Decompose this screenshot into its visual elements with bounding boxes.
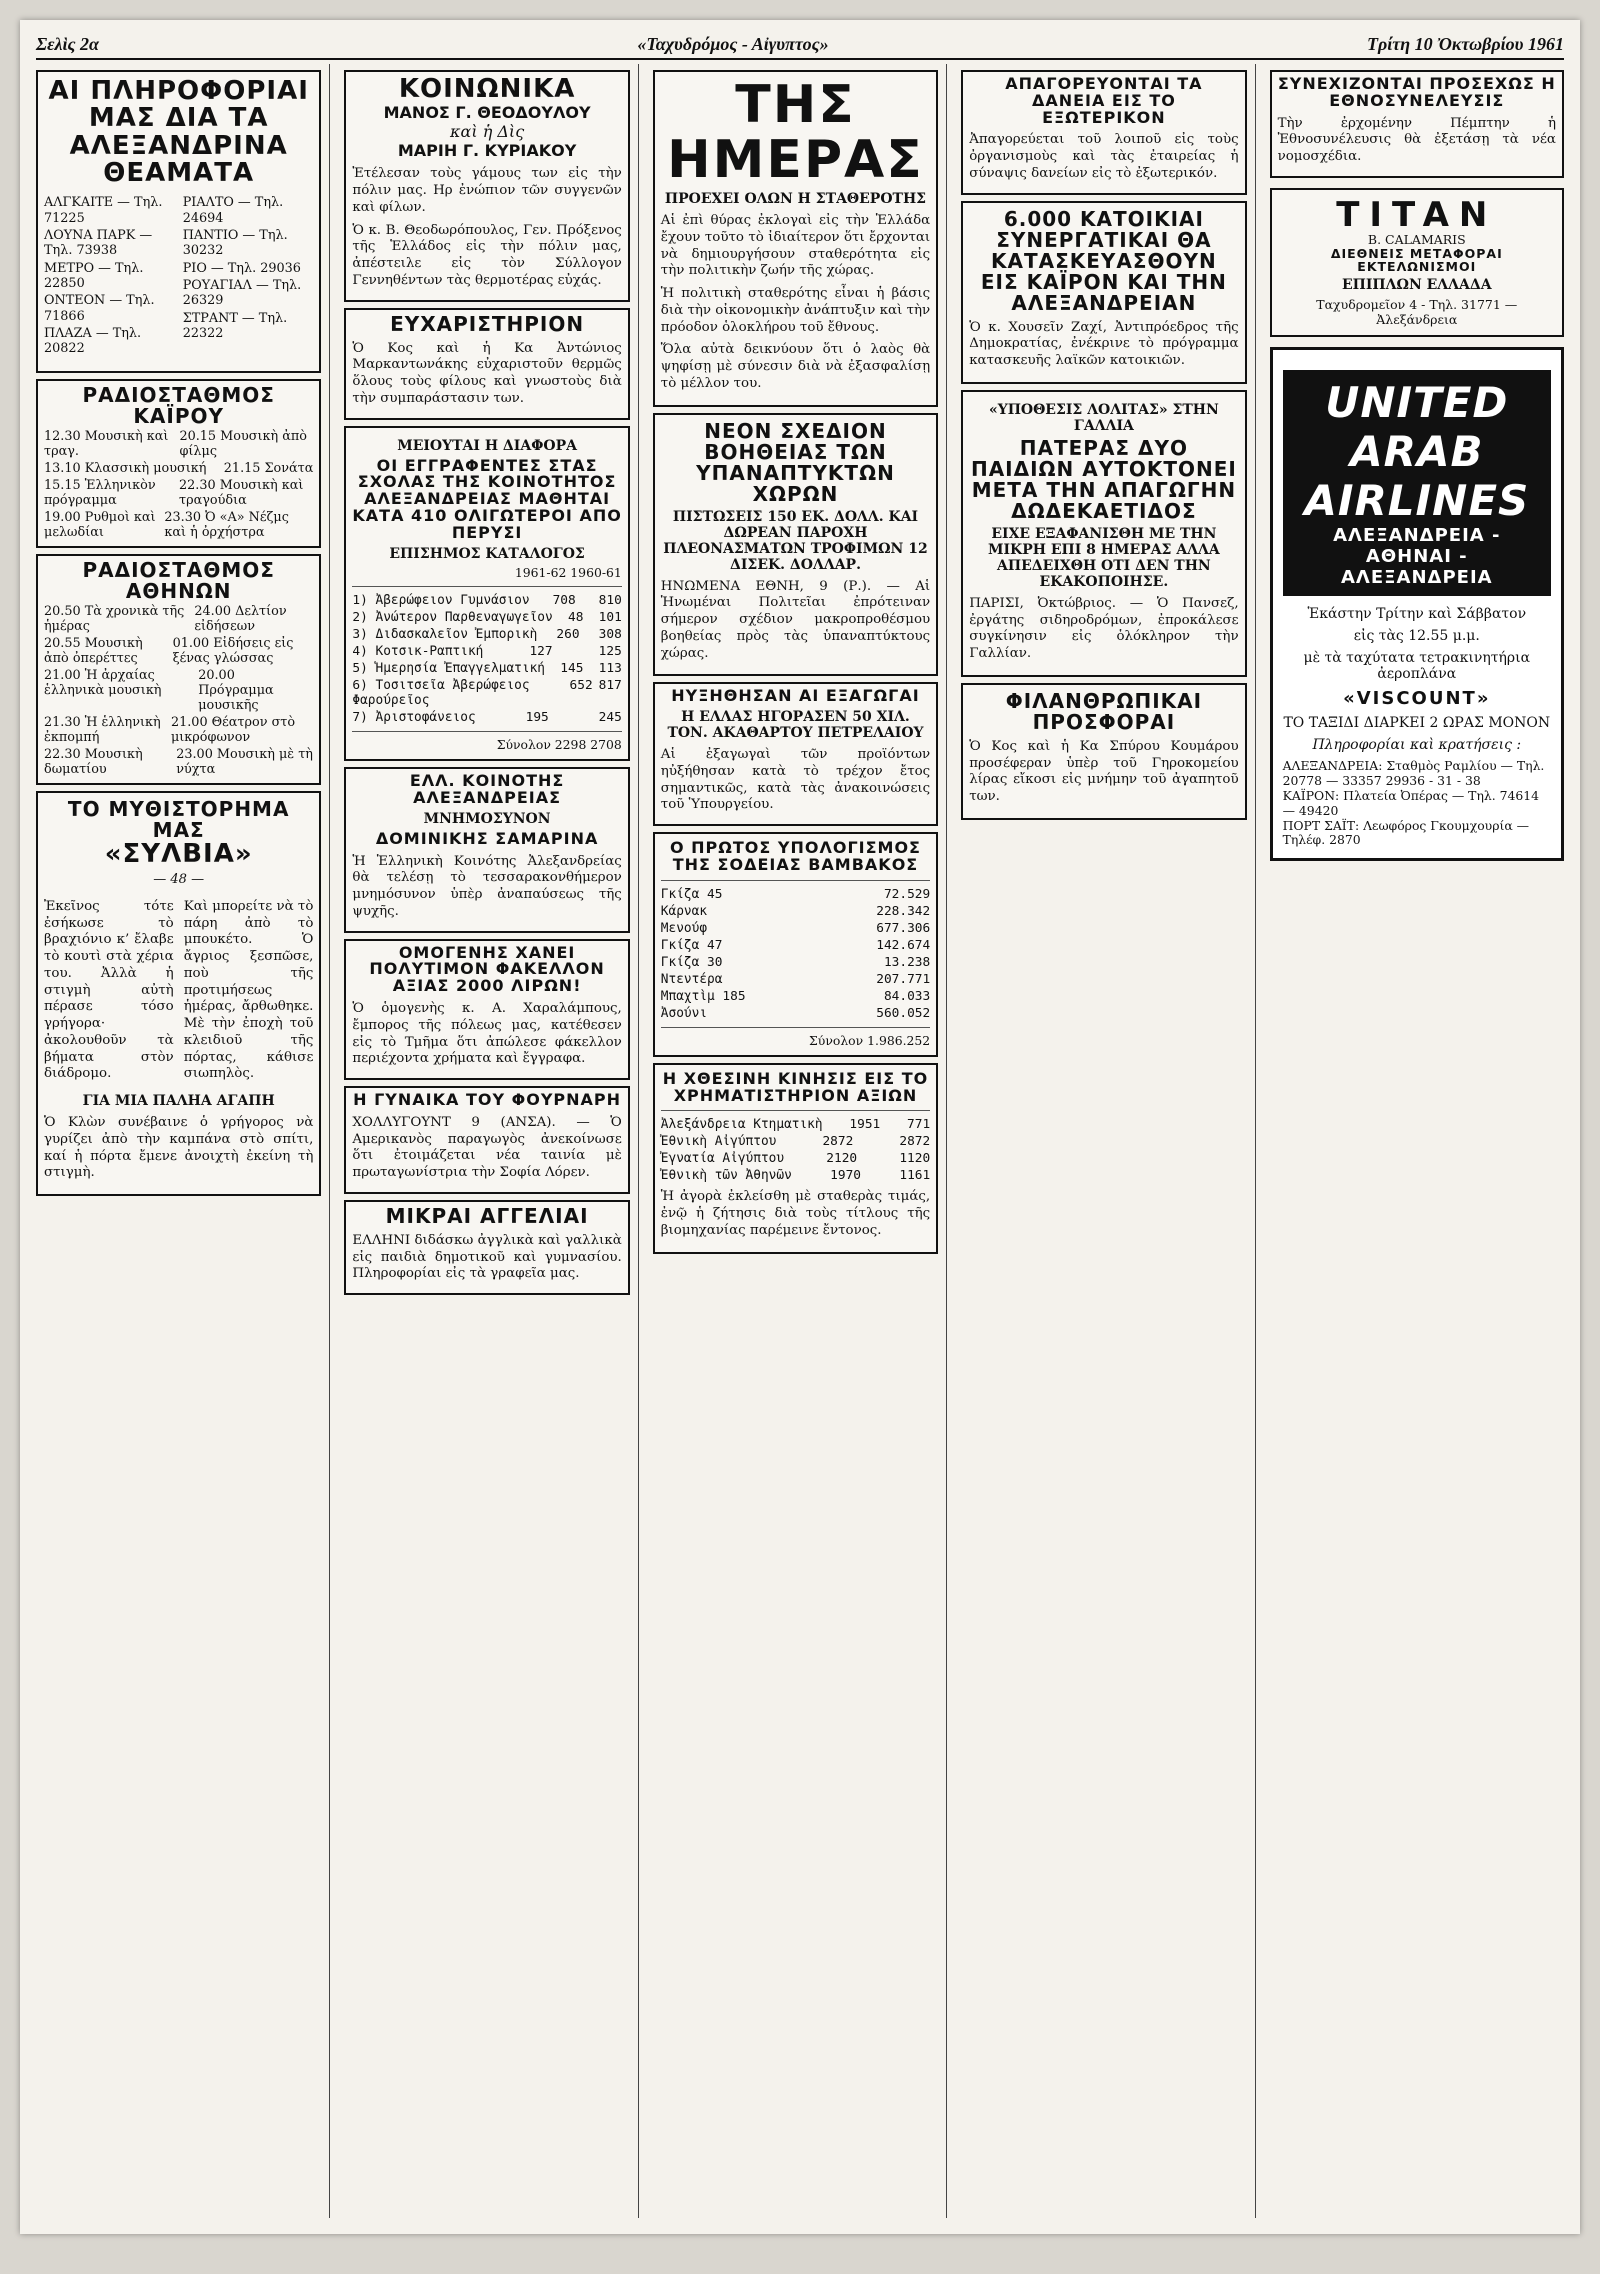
novel-columns [44, 893, 313, 1089]
social-name: ΜΑΡΙΗ Γ. ΚΥΡΙΑΚΟΥ [397, 141, 577, 161]
radio-cairo-left: 15.15 Ἑλληνικὸν πρόγραμμα [44, 477, 156, 508]
radio-athens-left: 21.30 Ἡ ἑλληνικὴ ἐκπομπή [44, 714, 161, 745]
theaters-left [44, 193, 175, 358]
school-row [352, 627, 621, 642]
school-row [352, 593, 621, 608]
cotton-value: 560.052 [876, 1005, 931, 1021]
uaa-days: Ἑκάστην Τρίτην καὶ Σάββατον [1307, 606, 1527, 623]
thanks-text: Ὁ Κος καὶ ἡ Κα Ἀντώνιος Μαρκαντωνάκης εὐχαριστοῦν θερμῶς ὅλους τοὺς φίλους καὶ γνωστοὺς διὰ τὴν συμπαράστασιν των. [352, 340, 622, 406]
cotton-value: 72.529 [883, 886, 931, 902]
housing-title: 6.000 ΚΑΤΟΙΚΙΑΙ ΣΥΝΕΡΓΑΤΙΚΑΙ ΘΑ ΚΑΤΑΣΚΕΥΑΣΘΟΥΝ ΕΙΣ ΚΑΪΡΟΝ ΚΑΙ ΤΗΝ ΑΛΕΞΑΝΔΡΕΙΑΝ [980, 206, 1227, 315]
titan-line: ΕΠΙΠΛΩΝ ΕΛΛΑΔΑ [1341, 277, 1492, 294]
exchange-row [661, 1151, 930, 1166]
school-1961: 195 [525, 710, 549, 726]
theater-item: ΡΙΟ — Τηλ. 29036 [182, 260, 301, 276]
exchange-v2: 2872 [899, 1134, 931, 1150]
school-1961: 127 [529, 644, 553, 660]
exchange-v2: 1161 [899, 1168, 931, 1184]
novel-part: — 48 — [153, 871, 205, 887]
cotton-row [661, 921, 930, 936]
exchange-row [661, 1117, 930, 1132]
theaters-right [183, 193, 314, 358]
cotton-value: 228.342 [876, 903, 931, 919]
cotton-row [661, 904, 930, 919]
theater-item: ΛΟΥΝΑ ΠΑΡΚ — Τηλ. 73938 [44, 227, 153, 259]
theater-item: ΣΤΡΑΝΤ — Τηλ. 22322 [182, 310, 288, 341]
titan-ad [1270, 188, 1564, 337]
uaa-duration: ΤΟ ΤΑΞΙΔΙ ΔΙΑΡΚΕΙ 2 ΩΡΑΣ ΜΟΝΟΝ [1283, 715, 1551, 732]
philanthropy-text: Ὁ Κος καὶ ἡ Κα Σπύρου Κουμάρου προσέφεραν ὑπὲρ τοῦ Γηροκομείου λίρας εἴκοσι εἰς μνήμην τοῦ ἀγαπητοῦ των. [969, 738, 1239, 805]
novel-subhead: ΓΙΑ ΜΙΑ ΠΑΛΗΑ ΑΓΑΠΗ [82, 1093, 275, 1110]
titan-brand: B. CALAMARIS [1367, 231, 1466, 247]
school-1961: 708 [552, 593, 576, 609]
cotton-variety: Γκίζα 47 [660, 937, 723, 953]
novel-title: ΤΟ ΜΥΘΙΣΤΟΡΗΜΑ ΜΑΣ [67, 796, 290, 842]
radio-athens-right: 24.00 Δελτίον εἰδήσεων [194, 603, 287, 634]
exchange-divider [661, 1110, 930, 1111]
theaters-box [36, 70, 321, 373]
exchange-v1: 1970 [830, 1168, 861, 1184]
novel-text-left: Ἐκεῖνος τότε ἐσήκωσε τὸ βραχιόνιο κ’ ἔλαβε τὸ κουτὶ στὰ χέρια του. Ἀλλὰ ἡ στιγμὴ αὐτὴ πέρασε τόσο γρήγορα· ἀκολουθοῦν τὰ βήματα στὸν διάδρομο. [44, 898, 174, 1082]
social-title: ΚΟΙΝΩΝΙΚΑ [398, 74, 576, 104]
memorial-name: ΔΟΜΙΝΙΚΗΣ ΣΑΜΑΡΙΝΑ [375, 828, 599, 848]
protests-text: Τὴν ἐρχομένην Πέμπτην ἡ Ἐθνοσυνέλευσις θὰ ἐξετάσῃ τὰ νέα νομοσχέδια. [1277, 115, 1556, 165]
france-title: ΠΑΤΕΡΑΣ ΔΥΟ ΠΑΙΔΙΩΝ ΑΥΤΟΚΤΟΝΕΙ ΜΕΤΑ ΤΗΝ ΑΠΑΓΩΓΗΝ ΔΩΔΕΚΑΕΤΙΔΟΣ [970, 435, 1237, 523]
school-sub: ΕΠΙΣΗΜΟΣ ΚΑΤΑΛΟΓΟΣ [389, 545, 585, 562]
loans-text: Ἀπαγορεύεται τοῦ λοιποῦ εἰς τοὺς ὀργανισμοὺς καὶ τὰς ἐταιρείας ἡ σύναψις δανείων εἰς τὸ ἐξωτερικόν. [969, 132, 1239, 181]
school-divider [352, 586, 621, 587]
exchange-title: Η ΧΘΕΣΙΝΗ ΚΙΝΗΣΙΣ ΕΙΣ ΤΟ ΧΡΗΜΑΤΙΣΤΗΡΙΟΝ ΑΞΙΩΝ [662, 1068, 929, 1105]
theaters-title: ΑΙ ΠΛΗΡΟΦΟΡΙΑΙ ΜΑΣ ΔΙΑ ΤΑ ΑΛΕΞΑΝΔΡΙΝΑ ΘΕΑΜΑΤΑ [48, 76, 309, 188]
day-title: ΤΗΣ ΗΜΕΡΑΣ [667, 75, 924, 190]
cotton-value: 84.033 [883, 988, 931, 1004]
school-name: 1) Ἀβερώφειον Γυμνάσιον [352, 593, 530, 609]
cotton-row [661, 955, 930, 970]
theater-item: ΑΛΓΚΑΙΤΕ — Τηλ. 71225 [44, 195, 163, 226]
radio-athens-row [44, 747, 313, 777]
radio-athens-right: 21.00 Θέατρον στὸ μικρόφωνον [170, 714, 296, 745]
protests-box [1270, 70, 1564, 178]
cotton-value: 13.238 [883, 954, 931, 970]
loans-title: ΑΠΑΓΟΡΕΥΟΝΤΑΙ ΤΑ ΔΑΝΕΙΑ ΕΙΣ ΤΟ ΕΞΩΤΕΡΙΚΟΝ [1005, 74, 1203, 127]
column-4 [961, 64, 1255, 2218]
uaa-model: «VISCOUNT» [1343, 688, 1491, 710]
radio-athens-left: 20.50 Τὰ χρονικὰ τῆς ἡμέρας [44, 603, 185, 634]
radio-athens-left: 22.30 Μουσικὴ δωματίου [44, 746, 143, 777]
school-divider [352, 731, 621, 732]
school-box [344, 426, 629, 762]
theater-item: ΟΝΤΕΟΝ — Τηλ. 71866 [44, 293, 155, 324]
philanthropy-box [961, 683, 1246, 820]
classifieds-title: ΜΙΚΡΑΙ ΑΓΓΕΛΙΑΙ [385, 1203, 589, 1228]
exchange-box [653, 1063, 938, 1254]
theater-item: ΜΕΤΡΟ — Τηλ. 22850 [44, 260, 144, 291]
theater-item: ΠΑΝΤΙΟ — Τηλ. 30232 [182, 227, 288, 259]
school-1960: 113 [598, 661, 622, 677]
radio-cairo-left: 19.00 Ρυθμοὶ καὶ μελωδίαι [44, 509, 156, 540]
exports-text: Αἱ ἐξαγωγαὶ τῶν προϊόντων ηὐξήθησαν κατὰ τὸ τρέχον ἔτος σημαντικῶς, κατὰ τὰς ἀνακοινώσεις τοῦ Ὑπουργείου. [660, 747, 931, 813]
radio-athens-row [44, 604, 313, 634]
lost-title: ΟΜΟΓΕΝΗΣ ΧΑΝΕΙ ΠΟΛΥΤΙΜΟΝ ΦΑΚΕΛΛΟΝ ΑΞΙΑΣ 2000 ΛΙΡΩΝ! [369, 942, 605, 996]
cotton-row [661, 887, 930, 902]
radio-athens [36, 554, 321, 785]
uaa-banner [1283, 370, 1551, 596]
protests-title: ΣΥΝΕΧΙΖΟΝΤΑΙ ΠΡΟΣΕΧΩΣ Η ΕΘΝΟΣΥΝΕΛΕΥΣΙΣ [1277, 74, 1556, 110]
exports-sub: Η ΕΛΛΑΣ ΗΓΟΡΑΣΕΝ 50 ΧΙΛ. ΤΟΝ. ΑΚΑΘΑΡΤΟΥ ΠΕΤΡΕΛΑΙΟΥ [667, 709, 924, 742]
day-lead-p1: Αἱ ἐπὶ θύρας ἐκλογαὶ εἰς τὴν Ἑλλάδα ἔχουν τοῦτο τὸ ἰδιαίτερον ὅτι ἔρχονται νὰ δημιουργήσουν σταθερότητα εἰς τὴν πολιτικὴν ζωήν τῆς χώρας. [660, 213, 931, 279]
school-years: 1961-62 1960-61 [514, 564, 622, 580]
school-row [352, 644, 621, 659]
school-row [352, 678, 621, 708]
school-1960: 125 [598, 644, 622, 660]
memorial-title: ΕΛΛ. ΚΟΙΝΟΤΗΣ ΑΛΕΞΑΝΔΡΕΙΑΣ [409, 771, 565, 808]
baker-title: Η ΓΥΝΑΙΚΑ ΤΟΥ ΦΟΥΡΝΑΡΗ [353, 1090, 622, 1110]
radio-cairo-row [44, 429, 313, 459]
exchange-name: Ἀλεξάνδρεια Κτηματικὴ [660, 1117, 823, 1133]
cotton-divider [661, 880, 930, 881]
aid-box [653, 413, 938, 677]
exchange-row [661, 1168, 930, 1183]
cotton-divider [661, 1027, 930, 1028]
social-text: Ἐτέλεσαν τοὺς γάμους των εἰς τὴν πόλιν μας. Ηρ ἐνώπιον τῶν συγγενῶν καὶ φίλων. [352, 166, 622, 215]
classifieds-text: ΕΛΛΗΝΙ διδάσκω ἀγγλικὰ καὶ γαλλικὰ εἰς παιδιὰ δημοτικοῦ καὶ γυμνασίου. Πληροφορίαι εἰς τὰ γραφεῖα μας. [352, 1232, 622, 1282]
uaa-contact-2: ΚΑΪΡΟΝ: Πλατεία Ὀπέρας — Τηλ. 74614 — 49420 [1282, 787, 1540, 818]
radio-cairo-row [44, 461, 313, 476]
memorial-box [344, 767, 629, 932]
radio-athens-row [44, 636, 313, 666]
uaa-info: Πληροφορίαι καὶ κρατήσεις : [1312, 737, 1522, 754]
baker-text: ΧΟΛΛΥΓΟΥΝΤ 9 (ΑΝΣΑ). — Ὁ Αμερικανὸς παραγωγὸς ἀνεκοίνωσε ὅτι ἐτοιμάζεται νέα ταινία μὲ πρωταγωνίστρια τὴν Σοφία Λόρεν. [352, 1114, 622, 1181]
radio-athens-right: 01.00 Εἰδήσεις εἰς ξένας γλώσσας [172, 635, 294, 666]
cotton-variety: Κάρνακ [660, 903, 708, 919]
aid-subtitle: ΠΙΣΤΩΣΕΙΣ 150 ΕΚ. ΔΟΛΛ. ΚΑΙ ΔΩΡΕΑΝ ΠΑΡΟΧΗ ΠΛΕΟΝΑΣΜΑΤΩΝ ΤΡΟΦΙΜΩΝ 12 ΔΙΣΕΚ. ΔΟΛΛΑΡ. [663, 508, 928, 573]
aid-title: ΝΕΟΝ ΣΧΕΔΙΟΝ ΒΟΗΘΕΙΑΣ ΤΩΝ ΥΠΑΝΑΠΤΥΚΤΩΝ ΧΩΡΩΝ [696, 418, 895, 506]
school-row [352, 661, 621, 676]
radio-cairo-title: ΡΑΔΙΟΣΤΑΘΜΟΣ ΚΑΪΡΟΥ [82, 382, 275, 428]
radio-cairo-right: 23.30 Ὀ «Α» Νέζμς καὶ ἡ ὀρχήστρα [164, 509, 289, 540]
cotton-row [661, 938, 930, 953]
column-3 [653, 64, 947, 2218]
novel-text-right: Καὶ μπορείτε νὰ τὸ πάρη ἀπὸ τὸ μπουκέτο. Ὁ ἄγριος ξεσπῶσε, ποὺ τῆς προτιμήσεως ἡμέρας, ἄρθωθηκε. Μὲ τὴν ἐποχὴ τοῦ κλειδιοῦ τῆς πόρτας, κάθισε σιωπηλὸς. [183, 898, 314, 1082]
radio-cairo-left: 12.30 Μουσικὴ καὶ τραγ. [44, 428, 169, 459]
cotton-row [661, 1006, 930, 1021]
cotton-variety: Γκίζα 30 [660, 954, 723, 970]
cotton-value: 142.674 [876, 937, 931, 953]
school-1961: 652 [569, 678, 593, 694]
thanks-title: ΕΥΧΑΡΙΣΤΗΡΙΟΝ [390, 311, 585, 336]
cotton-row [661, 989, 930, 1004]
housing-box [961, 201, 1246, 384]
thanks-box [344, 308, 629, 420]
social-name: καὶ ἡ Δὶς [450, 122, 525, 142]
cotton-variety: Μενούφ [660, 920, 708, 936]
radio-cairo-right: 20.15 Μουσικὴ ἀπὸ φίλμς [179, 428, 307, 459]
school-1960: 817 [598, 678, 622, 694]
radio-athens-title: ΡΑΔΙΟΣΤΑΘΜΟΣ ΑΘΗΝΩΝ [82, 557, 275, 603]
school-row [352, 710, 621, 725]
theater-item: ΡΙΑΛΤΟ — Τηλ. 24694 [182, 195, 284, 226]
exchange-name: Ἐγνατία Αἰγύπτου [660, 1151, 785, 1167]
cotton-variety: Ἀσούνι [660, 1005, 708, 1021]
exchange-name: Ἐθνικὴ τῶν Ἀθηνῶν [660, 1168, 792, 1184]
social-name: ΜΑΝΟΣ Γ. ΘΕΟΔΟΥΛΟΥ [383, 103, 591, 123]
school-title: ΟΙ ΕΓΓΡΑΦΕΝΤΕΣ ΣΤΑΣ ΣΧΟΛΑΣ ΤΗΣ ΚΟΙΝΟΤΗΤΟΣ ΑΛΕΞΑΝΔΡΕΙΑΣ ΜΑΘΗΤΑΙ ΚΑΤΑ 410 ΟΛΙΓΩΤΕΡΟΙ ΑΠΟ ΠΕΡΥΣΙ [352, 455, 622, 542]
memorial-sub: ΜΝΗΜΟΣΥΝΟΝ [423, 810, 551, 827]
uaa-contact: ΑΛΕΞΑΝΔΡΕΙΑ: Σταθμὸς Ραμλίου — Τηλ. 20778 — 33357 29936 - 31 - 38 [1282, 758, 1545, 788]
housing-text: Ὁ κ. Χουσεῖν Ζαχί, Ἀντιπρόεδρος τῆς Δημοκρατίας, ἐνέκρινε τὸ πρόγραμμα κατασκευῆς λαϊκῶν κατοικιῶν. [969, 319, 1239, 369]
school-name: 4) Κοτσικ-Ραπτική [352, 644, 484, 660]
column-5 [1270, 64, 1564, 2218]
column-1 [36, 64, 330, 2218]
school-name: 7) Ἀριστοφάνειος [352, 710, 476, 726]
page-header [36, 30, 1564, 60]
cotton-box [653, 832, 938, 1056]
cotton-value: 207.771 [876, 971, 931, 987]
radio-cairo-left: 13.10 Κλασσικὴ μουσική [44, 460, 207, 476]
day-lead-p3: Ὅλα αὐτὰ δεικνύουν ὅτι ὁ λαὸς θὰ ψηφίσῃ μὲ σύνεσιν διὰ νὰ ἐξασφαλίσῃ τὸ μέλλον του. [660, 342, 931, 391]
theater-item: ΡΟΥΑΓΙΑΛ — Τηλ. 26329 [182, 277, 302, 309]
school-name: 2) Ἀνώτερον Παρθεναγωγεῖον [352, 610, 553, 626]
novel-continued: Ὁ Κλὼν συνέβαινε ὁ γρήγορος νὰ γυρίζει ἀπὸ τὴν καμπάνα στὸ σπίτι, καί ἡ πόρτα ἔμενε ἀνοιχτὴ ἐκείνη τὴ στιγμὴ. [44, 1115, 314, 1181]
exchange-name: Ἐθνικὴ Αἰγύπτου [660, 1134, 777, 1150]
header-right: Τρίτη 10 Ὀκτωβρίου 1961 [1367, 33, 1564, 54]
radio-cairo [36, 379, 321, 548]
school-name: 3) Διδασκαλεῖον Ἐμπορικὴ [352, 627, 538, 643]
social-box [344, 70, 629, 302]
exports-title: ΗΥΞΗΘΗΣΑΝ ΑΙ ΕΞΑΓΩΓΑΙ [671, 686, 920, 706]
radio-athens-left: 20.55 Μουσικὴ ἀπὸ ὀπερέττες [44, 635, 143, 666]
cotton-value: 677.306 [876, 920, 931, 936]
radio-cairo-right: 21.15 Σονάτα [223, 460, 314, 476]
day-lead-p2: Ἡ πολιτικὴ σταθερότης εἶναι ἡ βάσις διὰ τὴν οἰκονομικὴν ἀνάπτυξιν καὶ τὴν πρόοδον ὁλοκλήρου τοῦ ἔθνους. [660, 286, 931, 335]
school-name: 6) Τοσιτσεῖα Ἀβερώφειος Φαρούρεῖος [352, 678, 530, 709]
lost-text: Ὁ ὁμογενὴς κ. Α. Χαραλάμπους, ἔμπορος τῆς πόλεως μας, κατέθεσεν εἰς τὸ Τμῆμα ὅτι ἀπώλεσε φάκελλον περιέχοντα χρήματα καὶ ἔγγραφα. [352, 1001, 622, 1067]
memorial-text: Ἡ Ἑλληνικὴ Κοινότης Ἀλεξανδρείας θὰ τελέσῃ τὸ τεσσαρακονθήμερον μνημόσυνον ὑπὲρ ἀναπαύσεως τῆς ψυχῆς. [352, 853, 622, 919]
uaa-plane: μὲ τὰ ταχύτατα τετρακινητήρια ἀεροπλάνα [1303, 650, 1531, 683]
uaa-route: ΑΛΕΞΑΝΔΡΕΙΑ - ΑΘΗΝΑΙ - ΑΛΕΞΑΝΔΡΕΙΑ [1333, 525, 1501, 589]
exchange-v1: 2120 [826, 1151, 858, 1167]
lost-box [344, 939, 629, 1080]
theaters-listings [44, 187, 313, 364]
theater-item: ΠΛΑΖΑ — Τηλ. 20822 [44, 325, 142, 357]
social-text-2: Ὁ κ. Β. Θεοδωρόπουλος, Γεν. Πρόξενος τῆς Ἑλλάδος εἰς τὴν πόλιν μας, ἀπέστειλε εἰς τὸν Σύλλογον Γεννηθέντων τὰς θερμοτέρας εὐχάς. [352, 222, 622, 288]
exchange-row [661, 1134, 930, 1149]
baker-box [344, 1086, 629, 1194]
day-lead-head: ΠΡΟΕΧΕΙ ΟΛΩΝ Η ΣΤΑΘΕΡΟΤΗΣ [664, 191, 927, 208]
radio-cairo-right: 22.30 Μουσικὴ καὶ τραγούδια [179, 477, 304, 508]
titan-tag: ΔΙΕΘΝΕΙΣ ΜΕΤΑΦΟΡΑΙ ΕΚΤΕΛΩΝΙΣΜΟΙ [1330, 245, 1503, 274]
loans-box [961, 70, 1246, 195]
radio-athens-row [44, 668, 313, 713]
school-row [352, 610, 621, 625]
school-1960: 245 [598, 710, 622, 726]
exchange-v1: 1951 [849, 1117, 881, 1133]
exchange-text: Ἡ ἀγορὰ ἐκλείσθη μὲ σταθερὰς τιμάς, ἐνῷ ἡ ζήτησις διὰ τοὺς τίτλους τῆς βιομηχανίας παρέμεινε ἔντονος. [660, 1189, 931, 1238]
united-arab-airlines-ad [1270, 347, 1564, 861]
column-2 [344, 64, 638, 2218]
exports-box [653, 682, 938, 826]
social-names [352, 103, 621, 160]
radio-athens-row [44, 715, 313, 745]
france-subtitle: ΕΙΧΕ ΕΞΑΦΑΝΙΣΘΗ ΜΕ ΤΗΝ ΜΙΚΡΗ ΕΠΙ 8 ΗΜΕΡΑΣ ΑΛΛΑ ΑΠΕΔΕΙΧΘΗ ΟΤΙ ΔΕΝ ΤΗΝ ΕΚΑΚΟΠΟΙΗΣΕ. [988, 525, 1220, 590]
radio-athens-left: 21.00 Ἡ ἀρχαίας ἑλληνικὰ μουσικὴ [44, 667, 162, 698]
uaa-title: UNITED ARAB AIRLINES [1304, 378, 1530, 526]
france-box [961, 390, 1246, 677]
school-1961: 145 [560, 661, 584, 677]
philanthropy-title: ΦΙΛΑΝΘΡΩΠΙΚΑΙ ΠΡΟΣΦΟΡΑΙ [1005, 688, 1203, 734]
exchange-v2: 771 [907, 1117, 931, 1133]
school-1961: 48 [567, 610, 584, 626]
columns [36, 64, 1564, 2218]
classifieds-box [344, 1200, 629, 1295]
header-center: «Ταχυδρόμος - Αἰγυπτος» [637, 33, 829, 54]
france-kicker: «ΥΠΟΘΕΣΙΣ ΛΟΛΙΤΑΣ» ΣΤΗΝ ΓΑΛΛΙΑ [988, 401, 1219, 434]
exchange-v1: 2872 [822, 1134, 854, 1150]
radio-cairo-row [44, 510, 313, 540]
titan-name: TITAN [1336, 194, 1498, 235]
school-name: 5) Ἡμερησία Ἐπαγγελματική [352, 661, 546, 677]
school-total: Σύνολον 2298 2708 [496, 737, 622, 753]
titan-address: Ταχυδρομεῖον 4 - Τηλ. 31771 — Ἀλεξάνδρεια [1316, 297, 1518, 328]
radio-athens-right: 23.00 Μουσικὴ μὲ τὴ νύχτα [176, 746, 313, 777]
radio-athens-right: 20.00 Πρόγραμμα μουσικῆς [198, 667, 274, 713]
cotton-total: Σύνολον 1.986.252 [809, 1032, 931, 1048]
day-box [653, 70, 938, 407]
cotton-variety: Ντεντέρα [660, 971, 723, 987]
novel-subtitle: «ΣΥΛΒΙΑ» [104, 838, 253, 869]
school-1960: 810 [598, 593, 622, 609]
cotton-variety: Γκίζα 45 [660, 886, 723, 902]
cotton-variety: Μπαχτὶμ 185 [660, 988, 746, 1004]
school-1960: 308 [598, 627, 622, 643]
radio-cairo-row [44, 478, 313, 508]
exchange-v2: 1120 [899, 1151, 931, 1167]
school-1961: 260 [556, 627, 580, 643]
cotton-title: Ο ΠΡΩΤΟΣ ΥΠΟΛΟΓΙΣΜΟΣ ΤΗΣ ΣΟΔΕΙΑΣ ΒΑΜΒΑΚΟΣ [669, 838, 921, 875]
newspaper-page [20, 20, 1580, 2234]
school-1960: 101 [598, 610, 622, 626]
uaa-time: εἰς τὰς 12.55 μ.μ. [1353, 628, 1480, 645]
aid-text: ΗΝΩΜΕΝΑ ΕΘΝΗ, 9 (Ρ.). — Αἱ Ἡνωμέναι Πολιτεῖαι ἐπρότειναν σήμερον σχέδιον μακροπροθέσμου βοηθείας πρὸς τὰς ὑπαναπτύκτους χώρας. [660, 578, 931, 661]
cotton-row [661, 972, 930, 987]
uaa-contact-3: ΠΟΡΤ ΣΑΪΤ: Λεωφόρος Γκουμχουρία — Τηλέφ. 2870 [1282, 817, 1530, 848]
school-kicker: ΜΕΙΟΥΤΑΙ Η ΔΙΑΦΟΡΑ [397, 437, 577, 454]
france-text: ΠΑΡΙΣΙ, Ὀκτώβριος. — Ὁ Πανσεζ, ἐργάτης σιδηροδρόμων, ἐπροκάλεσε συγκίνησιν εἰς ὁλόκληρον τὴν Γαλλίαν. [969, 595, 1239, 662]
novel-box [36, 791, 321, 1197]
header-left: Σελὶς 2α [36, 33, 99, 54]
